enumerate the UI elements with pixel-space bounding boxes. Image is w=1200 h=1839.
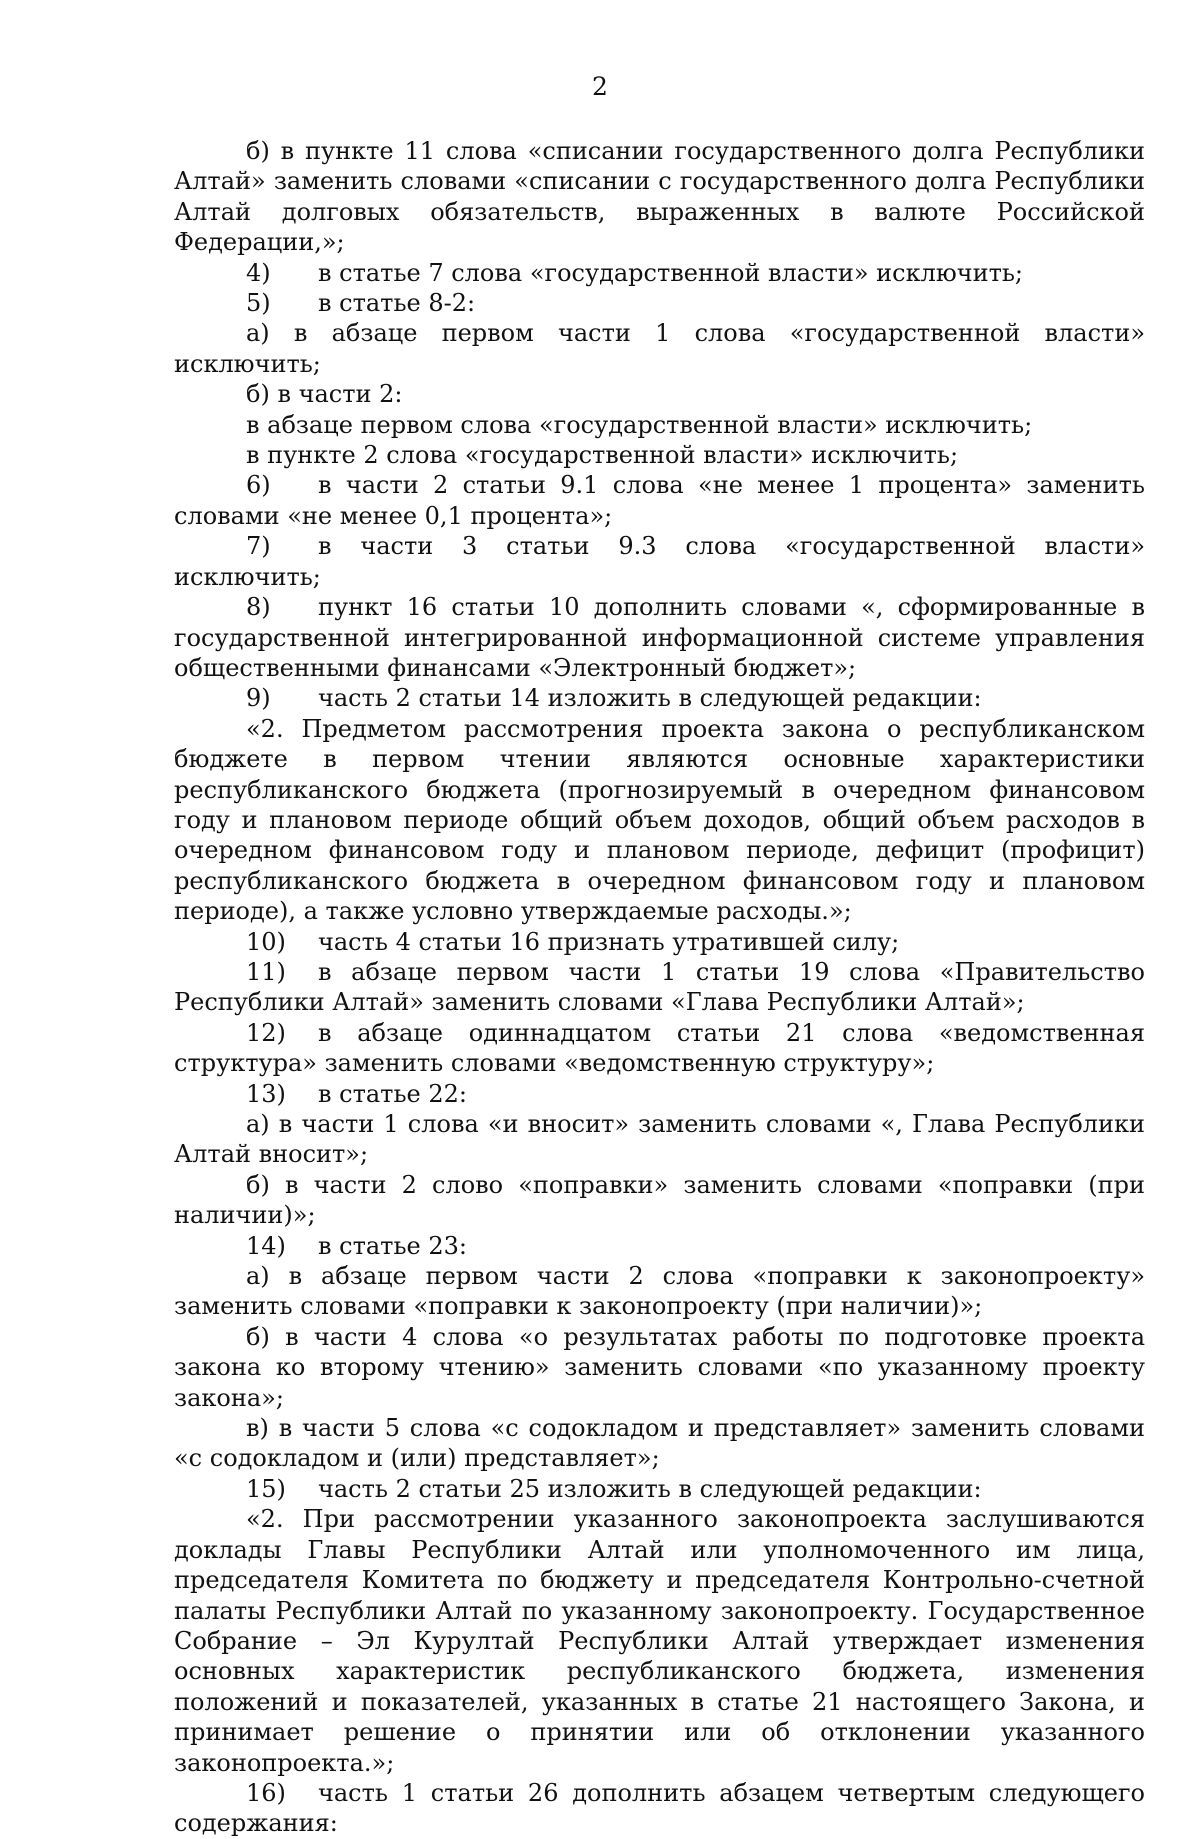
paragraph-text: пункт 16 статьи 10 дополнить словами «, сформированные в государственной интегрированной информационной системе управления общественными финансами «Электронный бюджет»;	[174, 593, 1145, 682]
numbered-paragraph	[174, 957, 1145, 1018]
numbered-paragraph	[174, 1018, 1145, 1079]
paragraph	[174, 1170, 1145, 1231]
numbered-paragraph	[174, 288, 1145, 318]
numbered-paragraph	[174, 927, 1145, 957]
paragraph-text: в абзаце первом части 1 статьи 19 слова «Правительство Республики Алтай» заменить словами «Глава Республики Алтай»;	[174, 957, 1145, 1017]
item-number: 11)	[246, 957, 286, 986]
paragraph-text: в статье 22:	[318, 1079, 467, 1108]
numbered-paragraph	[174, 1474, 1145, 1504]
item-number: 15)	[246, 1474, 286, 1503]
numbered-paragraph	[174, 683, 1145, 713]
item-number: 9)	[246, 684, 271, 713]
paragraph-text: часть 1 статьи 26 дополнить абзацем четвертым следующего содержания:	[174, 1778, 1145, 1838]
paragraph	[174, 1261, 1145, 1322]
numbered-paragraph	[174, 592, 1145, 683]
item-number: 6)	[246, 471, 271, 500]
numbered-paragraph	[174, 258, 1145, 288]
item-number: 10)	[246, 927, 286, 956]
item-number: 12)	[246, 1018, 286, 1047]
paragraph-text: б) в части 4 слова «о результатах работы по подготовке проекта закона ко второму чтению» заменить словами «по указанному проекту закона»;	[174, 1322, 1145, 1412]
paragraph	[174, 714, 1145, 927]
paragraph	[174, 440, 1145, 470]
numbered-paragraph	[174, 531, 1145, 592]
item-number: 16)	[246, 1778, 286, 1807]
paragraph-text: а) в части 1 слова «и вносит» заменить словами «, Глава Республики Алтай вносит»;	[174, 1110, 1145, 1169]
paragraph	[174, 1322, 1145, 1413]
paragraph	[174, 318, 1145, 379]
paragraph-text: в абзаце первом слова «государственной власти» исключить;	[246, 410, 1033, 439]
paragraph-text: а) в абзаце первом части 2 слова «поправки к законопроекту» заменить словами «поправки к законопроекту (при наличии)»;	[174, 1262, 1145, 1321]
item-number: 13)	[246, 1079, 286, 1108]
item-number: 14)	[246, 1231, 286, 1260]
item-number: 7)	[246, 532, 271, 561]
page-number: 2	[592, 72, 608, 101]
paragraph-text: часть 2 статьи 25 изложить в следующей редакции:	[318, 1474, 982, 1503]
paragraph-text: «2. Предметом рассмотрения проекта закона о республиканском бюджете в первом чтении являются основные характеристики республиканского бюджета (прогнозируемый в очередном финансовом году и плановом периоде общий объем доходов, общий объем расходов в очередном финансовом году и плановом периоде, дефицит (профицит) республиканского бюджета в очередном финансовом году и плановом периоде), а также условно утверждаемые расходы.»;	[174, 714, 1145, 926]
item-number: 5)	[246, 289, 271, 318]
paragraph-text: б) в части 2 слово «поправки» заменить словами «поправки (при наличии)»;	[174, 1170, 1145, 1230]
item-number: 4)	[246, 258, 271, 287]
paragraph-text: «2. При рассмотрении указанного законопроекта заслушиваются доклады Главы Республики Алтай или уполномоченного им лица, председателя Комитета по бюджету и председателя Контрольно-счетной палаты Республики Алтай по указанному законопроекту. Государственное Собрание – Эл Курултай Республики Алтай утверждает изменения основных характеристик республиканского бюджета, изменения положений и показателей, указанных в статье 21 настоящего Закона, и принимает решение о принятии или об отклонении указанного законопроекта.»;	[174, 1505, 1145, 1777]
paragraph-text: в статье 8-2:	[318, 289, 476, 318]
paragraph	[174, 1109, 1145, 1170]
paragraph	[174, 1413, 1145, 1474]
numbered-paragraph	[174, 1778, 1145, 1839]
paragraph-text: а) в абзаце первом части 1 слова «государственной власти» исключить;	[174, 319, 1145, 378]
paragraph	[174, 136, 1145, 258]
paragraph	[174, 410, 1145, 440]
paragraph-text: в части 3 статьи 9.3 слова «государственной власти» исключить;	[174, 532, 1145, 591]
paragraph-text: б) в пункте 11 слова «списании государственного долга Республики Алтай» заменить словами «списании с государственного долга Республики Алтай долговых обязательств, выраженных в валюте Российской Федерации,»;	[174, 137, 1145, 257]
paragraph-text: в части 2 статьи 9.1 слова «не менее 1 процента» заменить словами «не менее 0,1 процента»;	[174, 471, 1145, 530]
numbered-paragraph	[174, 1231, 1145, 1261]
document-body	[174, 136, 1145, 1839]
paragraph	[174, 379, 1145, 409]
paragraph-text: часть 4 статьи 16 признать утратившей силу;	[318, 927, 900, 956]
paragraph	[174, 1504, 1145, 1778]
item-number: 8)	[246, 593, 271, 622]
paragraph-text: в абзаце одиннадцатом статьи 21 слова «ведомственная структура» заменить словами «ведомственную структуру»;	[174, 1018, 1145, 1078]
paragraph-text: б) в части 2:	[246, 380, 403, 409]
paragraph-text: часть 2 статьи 14 изложить в следующей редакции:	[318, 684, 982, 713]
paragraph-text: в статье 23:	[318, 1231, 467, 1260]
numbered-paragraph	[174, 470, 1145, 531]
paragraph-text: в) в части 5 слова «с содокладом и представляет» заменить словами «с содокладом и (или) представляет»;	[174, 1414, 1145, 1473]
numbered-paragraph	[174, 1079, 1145, 1109]
paragraph-text: в статье 7 слова «государственной власти» исключить;	[318, 258, 1024, 287]
paragraph-text: в пункте 2 слова «государственной власти» исключить;	[246, 441, 959, 470]
